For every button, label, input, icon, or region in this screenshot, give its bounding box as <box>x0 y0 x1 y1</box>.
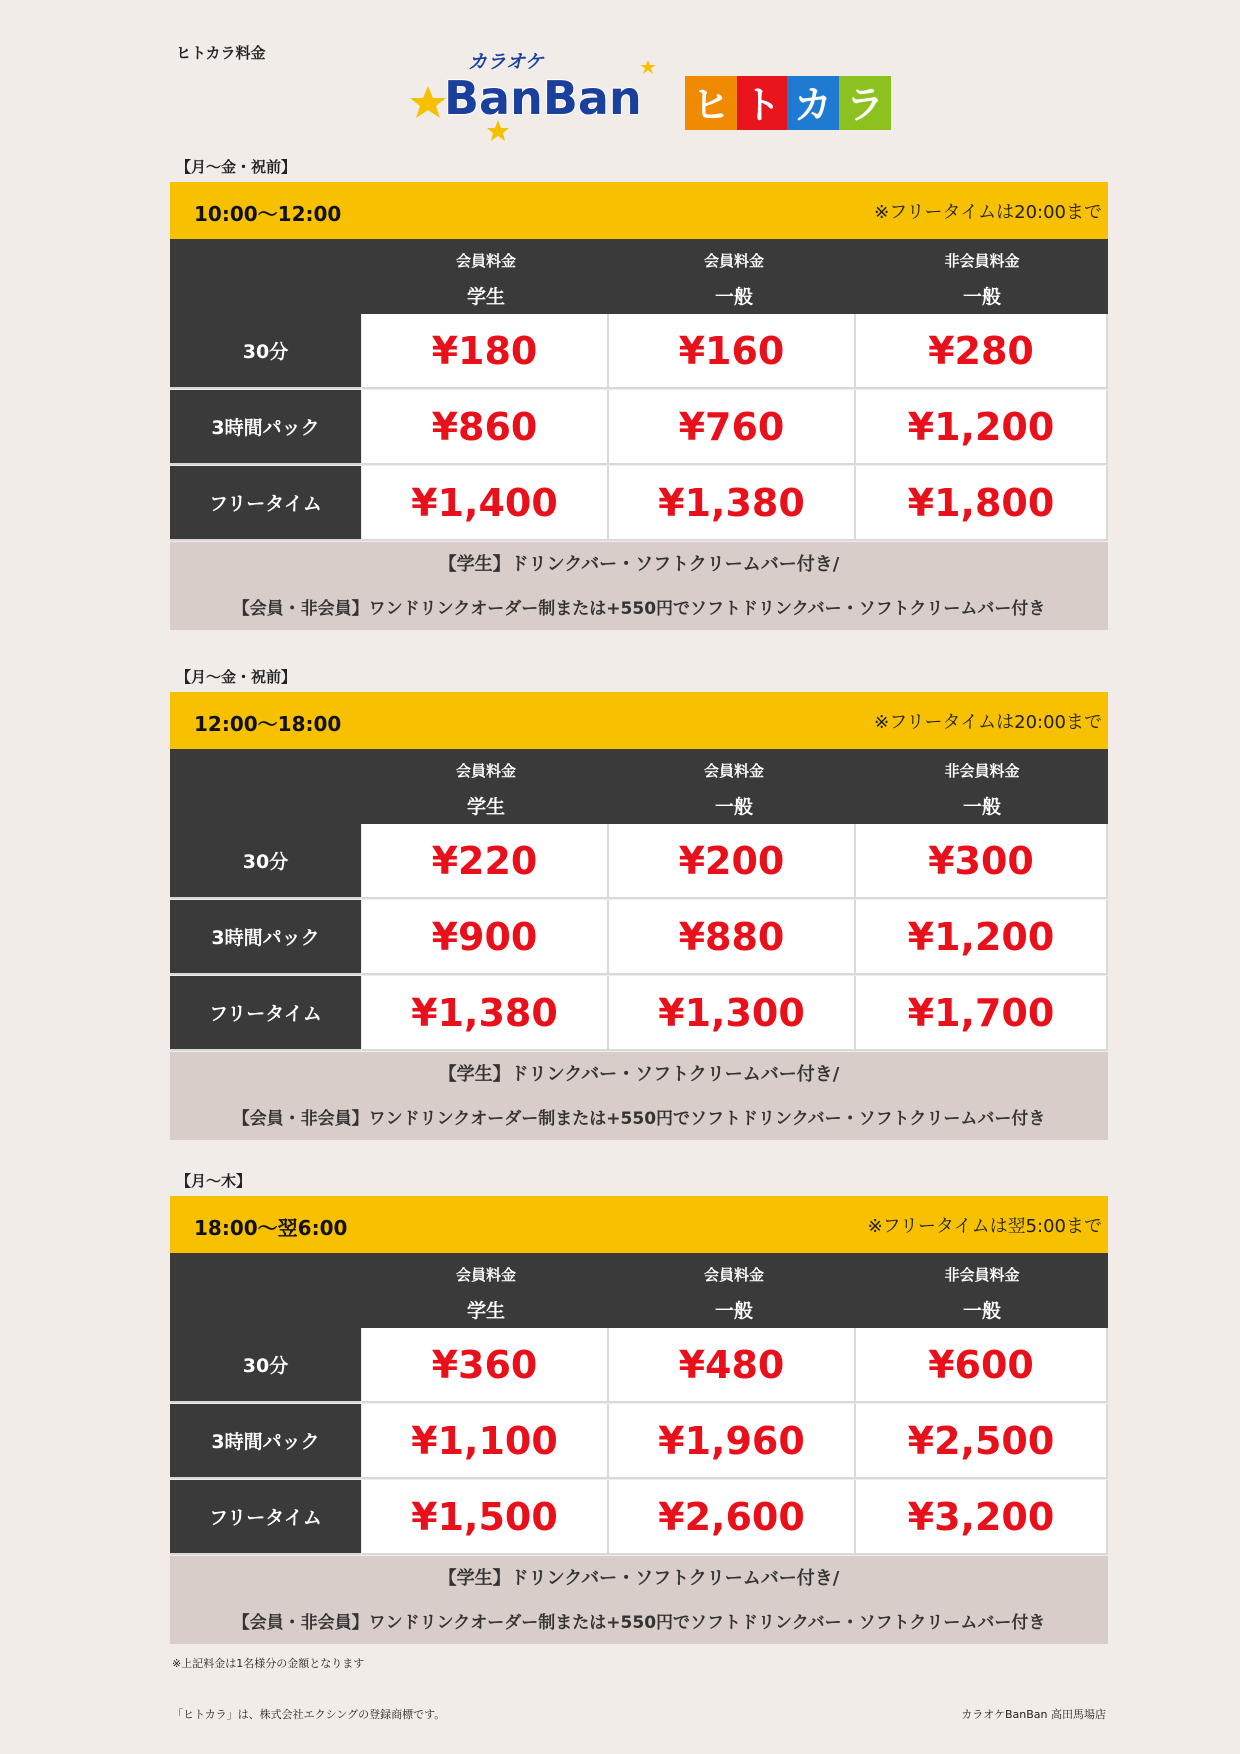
price-cell: ¥860 <box>362 390 609 465</box>
student-note: 【学生】ドリンクバー・ソフトクリームバー付き/ <box>438 554 840 575</box>
column-header-bottom: 学生 <box>466 286 505 308</box>
day-label: 【月～木】 <box>176 1172 252 1190</box>
row-label: 30分 <box>170 314 361 389</box>
drink-bar-note <box>170 542 1108 630</box>
student-note: 【学生】ドリンクバー・ソフトクリームバー付き/ <box>438 1064 840 1085</box>
price-cell: ¥3,200 <box>856 1480 1108 1555</box>
row-label: 3時間パック <box>170 1404 361 1479</box>
hitokara-char-1: ヒ <box>691 83 731 127</box>
price-cell: ¥1,400 <box>362 466 609 541</box>
column-header-bottom: 学生 <box>466 796 505 818</box>
price-row <box>170 390 1108 465</box>
price-cell: ¥1,200 <box>856 900 1108 975</box>
price-cell: ¥1,700 <box>856 976 1108 1051</box>
free-time-note: ※フリータイムは20:00まで <box>874 202 1102 223</box>
column-header-top: 会員料金 <box>455 762 516 780</box>
time-range: 10:00～12:00 <box>194 202 342 226</box>
price-cell: ¥880 <box>609 900 856 975</box>
price-row <box>170 1328 1108 1403</box>
trademark-note: 「ヒトカラ」は、株式会社エクシングの登録商標です。 <box>172 1708 446 1721</box>
price-row <box>170 824 1108 899</box>
logo-kana-text: カラオケ <box>468 51 544 73</box>
member-note: 【会員・非会員】ワンドリンクオーダー制または+550円でソフトドリンクバー・ソフトクリームバー付き <box>232 1613 1046 1633</box>
column-header-top: 非会員料金 <box>944 762 1020 780</box>
column-header-top: 会員料金 <box>455 1266 516 1284</box>
column-header-bottom: 一般 <box>962 796 1001 818</box>
time-bar <box>170 182 1108 239</box>
column-header-bottom: 一般 <box>714 796 753 818</box>
per-person-note: ※上記料金は1名様分の金額となります <box>172 1657 365 1670</box>
price-row <box>170 314 1108 389</box>
price-cell: ¥280 <box>856 314 1108 389</box>
price-cell: ¥160 <box>609 314 856 389</box>
drink-bar-note <box>170 1556 1108 1644</box>
column-header-top: 会員料金 <box>703 762 764 780</box>
price-row <box>170 1404 1108 1479</box>
day-label: 【月～金・祝前】 <box>176 668 297 686</box>
column-header-bottom: 一般 <box>714 1300 753 1322</box>
time-bar <box>170 1196 1108 1253</box>
price-cell: ¥1,380 <box>609 466 856 541</box>
star-icon-right <box>640 60 656 74</box>
price-row <box>170 900 1108 975</box>
free-time-note: ※フリータイムは20:00まで <box>874 712 1102 733</box>
price-cell: ¥1,300 <box>609 976 856 1051</box>
column-header-bottom: 一般 <box>962 1300 1001 1322</box>
price-cell: ¥1,100 <box>362 1404 609 1479</box>
column-header-row <box>170 749 1108 824</box>
hitokara-char-4: ラ <box>845 83 885 127</box>
price-cell: ¥180 <box>362 314 609 389</box>
store-name: カラオケBanBan 高田馬場店 <box>961 1708 1106 1721</box>
price-cell: ¥2,600 <box>609 1480 856 1555</box>
column-header-row <box>170 1253 1108 1328</box>
column-header-bottom: 一般 <box>714 286 753 308</box>
time-range: 12:00～18:00 <box>194 712 342 736</box>
time-range: 18:00～翌6:00 <box>194 1216 348 1240</box>
column-header-top: 会員料金 <box>703 252 764 270</box>
hitokara-char-2: ト <box>742 83 782 127</box>
drink-bar-note <box>170 1052 1108 1140</box>
row-label: フリータイム <box>170 976 361 1051</box>
row-label: 3時間パック <box>170 900 361 975</box>
column-header-top: 非会員料金 <box>944 252 1020 270</box>
row-label: 30分 <box>170 1328 361 1403</box>
day-label: 【月～金・祝前】 <box>176 158 297 176</box>
price-row <box>170 976 1108 1051</box>
time-bar <box>170 692 1108 749</box>
price-cell: ¥220 <box>362 824 609 899</box>
price-cell: ¥1,200 <box>856 390 1108 465</box>
price-cell: ¥600 <box>856 1328 1108 1403</box>
row-label: 30分 <box>170 824 361 899</box>
column-header-row <box>170 239 1108 314</box>
price-cell: ¥1,380 <box>362 976 609 1051</box>
column-header-top: 会員料金 <box>455 252 516 270</box>
price-cell: ¥200 <box>609 824 856 899</box>
price-cell: ¥1,500 <box>362 1480 609 1555</box>
price-cell: ¥1,960 <box>609 1404 856 1479</box>
student-note: 【学生】ドリンクバー・ソフトクリームバー付き/ <box>438 1568 840 1589</box>
price-cell: ¥760 <box>609 390 856 465</box>
price-cell: ¥1,800 <box>856 466 1108 541</box>
price-cell: ¥2,500 <box>856 1404 1108 1479</box>
column-header-top: 会員料金 <box>703 1266 764 1284</box>
price-cell: ¥360 <box>362 1328 609 1403</box>
column-header-top: 非会員料金 <box>944 1266 1020 1284</box>
row-label: 3時間パック <box>170 390 361 465</box>
price-row <box>170 1480 1108 1555</box>
member-note: 【会員・非会員】ワンドリンクオーダー制または+550円でソフトドリンクバー・ソフトクリームバー付き <box>232 599 1046 619</box>
karaoke-banban-logo <box>410 46 660 146</box>
price-row <box>170 466 1108 541</box>
member-note: 【会員・非会員】ワンドリンクオーダー制または+550円でソフトドリンクバー・ソフトクリームバー付き <box>232 1109 1046 1129</box>
star-icon-left <box>410 86 446 118</box>
logo-brand-text: BanBan <box>444 71 642 125</box>
hitokara-logo <box>685 74 895 132</box>
column-header-bottom: 一般 <box>962 286 1001 308</box>
row-label: フリータイム <box>170 1480 361 1555</box>
column-header-bottom: 学生 <box>466 1300 505 1322</box>
row-label: フリータイム <box>170 466 361 541</box>
price-cell: ¥900 <box>362 900 609 975</box>
document-title: ヒトカラ料金 <box>176 44 266 62</box>
free-time-note: ※フリータイムは翌5:00まで <box>867 1216 1102 1237</box>
price-cell: ¥300 <box>856 824 1108 899</box>
hitokara-char-3: カ <box>793 83 833 127</box>
price-cell: ¥480 <box>609 1328 856 1403</box>
